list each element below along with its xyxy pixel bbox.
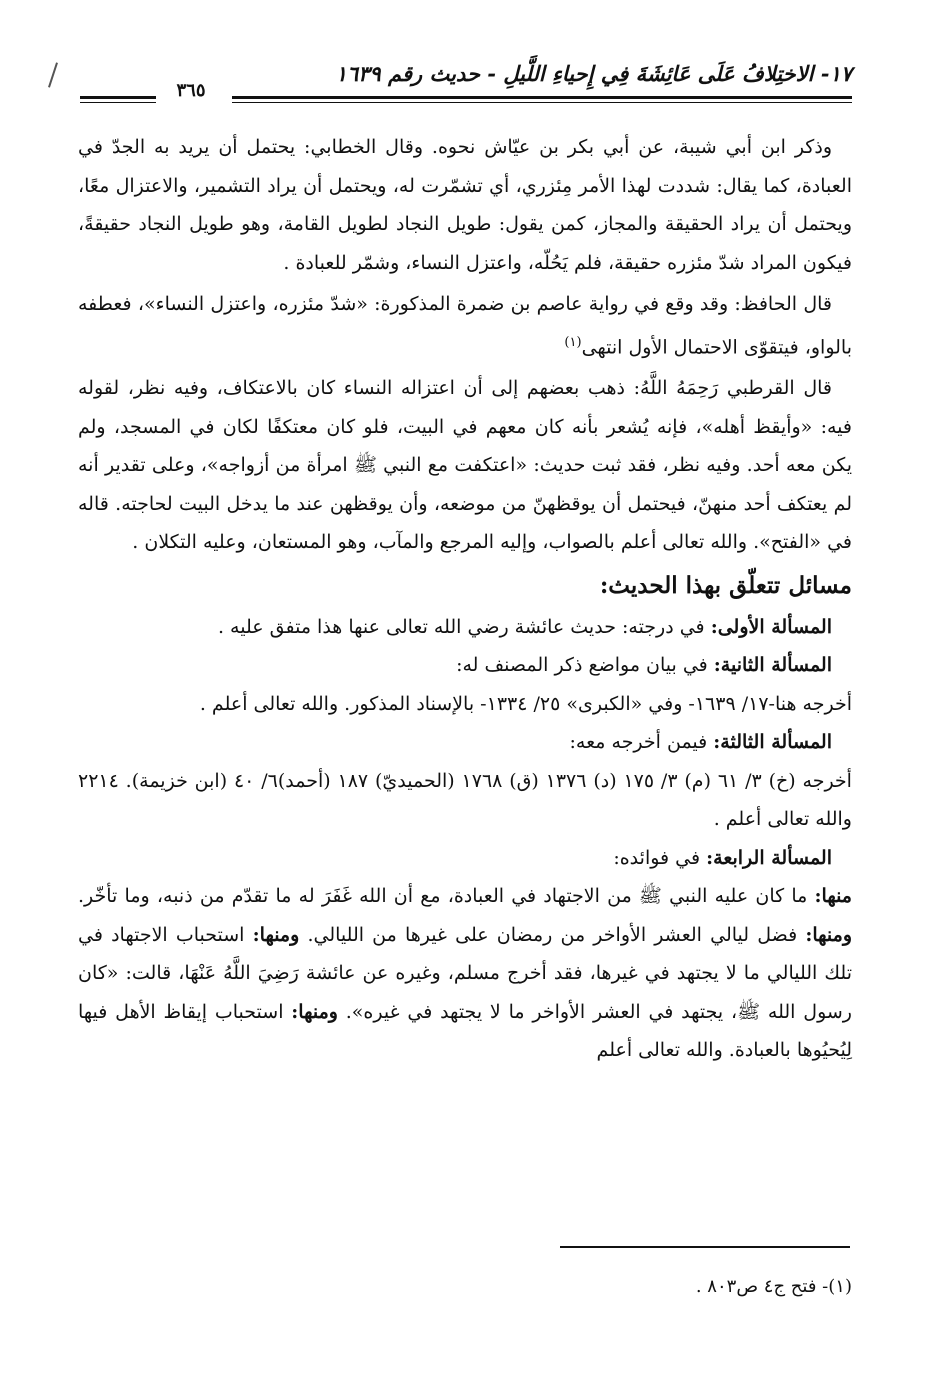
benefit-4-label: ومنها: — [291, 1000, 338, 1023]
masala-3-label: المسألة الثالثة: — [713, 731, 832, 754]
masala-1-text: في درجته: حديث عائشة رضي الله تعالى عنها هذا متفق عليه . — [217, 615, 711, 638]
masala-3 — [78, 723, 852, 762]
footnote-divider — [560, 1246, 850, 1248]
benefit-3-text: استحباب الاجتهاد في تلك الليالي ما لا يجتهد في غيرها، فقد أخرج مسلم، وغيره عن عائشة رَضِيَ اللَّهُ عَنْهَا، قالت: «كان رسول الله ﷺ، يجتهد في العشر الأواخر ما لا يجتهد في غيره». — [78, 923, 852, 1023]
header-rule-right-thick — [232, 96, 852, 99]
benefit-2-label: ومنها: — [805, 923, 852, 946]
paragraph-khattabi: وذكر ابن أبي شيبة، عن أبي بكر بن عيّاش نحوه. وقال الخطابي: يحتمل أن يريد به الجدّ في العبادة، كما يقال: شددت لهذا الأمر مِئزري، أي تشمّرت له، ويحتمل أن يراد التشمير، والاعتزال معًا، ويحتمل أن يراد الحقيقة والمجاز، كمن يقول: طويل النجاد لطويل القامة، وهو طويل النجاد حقيقةً، فيكون المراد شدّ مئزره حقيقة، فلم يَحُلّه، واعتزل النساء، وشمّر للعبادة . — [78, 136, 852, 274]
masala-2-label: المسألة الثانية: — [713, 654, 832, 677]
masala-4-label: المسألة الرابعة: — [706, 846, 832, 869]
header-rule-left-thin — [80, 102, 156, 103]
masala-1 — [78, 608, 852, 647]
footnote: (١)- فتح ج٤ ص٨٠٣ . — [695, 1276, 852, 1297]
masala-2-body: أخرجه هنا-١٧/ ١٦٣٩- وفي «الكبرى» ٢٥/ ١٣٣٤- بالإسناد المذكور. والله تعالى أعلم . — [199, 692, 852, 715]
benefit-4-text: استحباب إيقاظ الأهل فيها لِيُحيُوها بالعبادة. والله تعالى أعلم — [78, 1000, 852, 1062]
masala-4 — [78, 839, 852, 878]
benefit-3-label: ومنها: — [252, 923, 300, 946]
margin-mark — [48, 62, 58, 87]
paragraph-qurtubi: قال القرطبي رَحِمَهُ اللَّهُ: ذهب بعضهم إلى أن اعتزاله النساء كان بالاعتكاف، وفيه نظر، لقوله فيه: «وأيقظ أهله»، فإنه يُشعر بأنه كان معهم في البيت، فلو كان معتكفًا لكان في المسجد، ولم يكن معه أحد. وفيه نظر، فقد ثبت حديث: «اعتكفت مع النبي ﷺ امرأة من أزواجه»، وعلى تقدير أنه لم يعتكف أحد منهنّ، فيحتمل أن يوقظهنّ من موضعه، وأن يوقظهن عند ما يدخل البيت لحاجته. قاله في «الفتح». والله تعالى أعلم بالصواب، وإليه المرجع والمآب، وهو المستعان، وعليه التكلان . — [78, 377, 852, 554]
section-heading: مسائل تتعلّق بهذا الحديث: — [599, 571, 852, 599]
page-number: ٣٦٥ — [176, 80, 206, 101]
paragraph-hafiz — [78, 285, 852, 366]
benefit-1-label: منها: — [814, 885, 852, 908]
masala-2 — [78, 646, 852, 685]
main-text — [78, 128, 852, 1070]
benefit-2-text: فضل ليالي العشر الأواخر من رمضان على غيرها من الليالي. — [299, 923, 806, 946]
header-rule-right-thin — [232, 102, 852, 103]
footnote-reference: (١) — [564, 334, 582, 350]
masala-3-text: فيمن أخرجه معه: — [569, 731, 714, 754]
masala-4-text: في فوائده: — [613, 846, 707, 869]
running-title: ١٧- الاختِلافُ عَلَى عَائِشَةَ فِي إِحياءِ اللَّيلِ - حديث رقم ١٦٣٩ — [335, 61, 852, 86]
masala-1-label: المسألة الأولى: — [710, 615, 832, 638]
benefit-1-text: ما كان عليه النبي ﷺ من الاجتهاد في العبادة، مع أن الله غَفَرَ له ما تقدّم من ذنبه، وما تأخّر. — [78, 885, 815, 908]
benefits-paragraph — [78, 877, 852, 1070]
paragraph-hafiz-text: قال الحافظ: وقد وقع في رواية عاصم بن ضمرة المذكورة: «شدّ مئزره، واعتزل النساء»، فعطفه بالواو، فيتقوّى الاحتمال الأول انتهى — [78, 293, 852, 358]
masala-3-body: أخرجه (خ) ٣/ ٦١ (م) ٣/ ١٧٥ (د) ١٣٧٦ (ق) ١٧٦٨ (الحميديّ) ١٨٧ (أحمد)٦/ ٤٠ (ابن خزيمة). ٢٢١٤ والله تعالى أعلم . — [78, 769, 852, 831]
header-rule-left-thick — [80, 96, 156, 99]
masala-2-text: في بيان مواضع ذكر المصنف له: — [456, 654, 714, 677]
